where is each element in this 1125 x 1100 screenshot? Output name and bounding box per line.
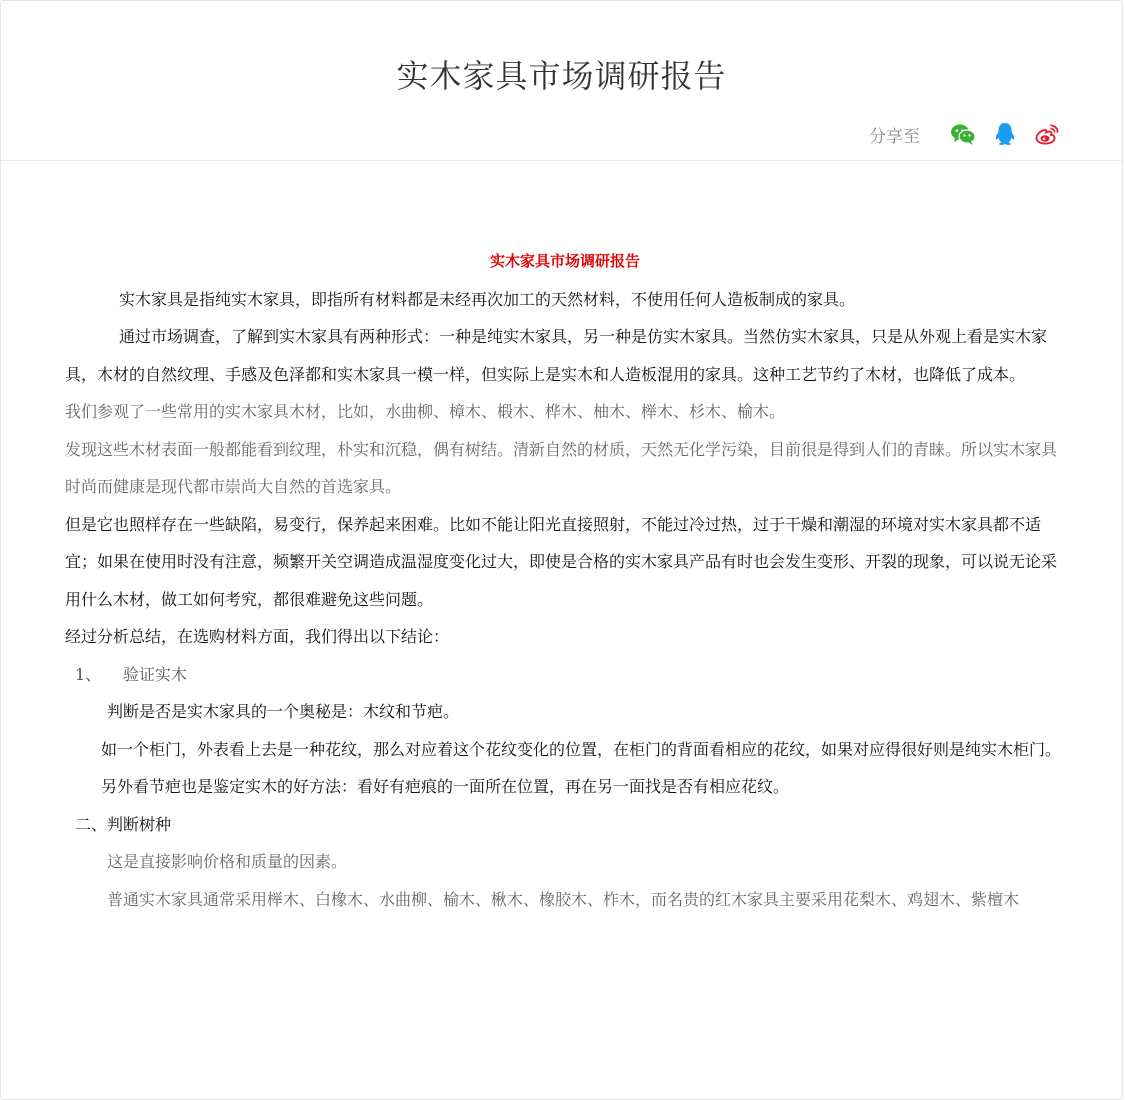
paragraph: 判断是否是实木家具的一个奥秘是：木纹和节疤。 bbox=[107, 702, 460, 721]
share-label: 分享至 bbox=[869, 126, 920, 147]
paragraph: 另外看节疤也是鉴定实木的好方法：看好有疤痕的一面所在位置，再在另一面找是否有相应花纹。 bbox=[101, 777, 790, 796]
paragraph: 这是直接影响价格和质量的因素。 bbox=[107, 852, 348, 871]
paragraph: 实木家具是指纯实木家具，即指所有材料都是未经再次加工的天然材料，不使用任何人造板制成的家具。 bbox=[119, 289, 856, 309]
wechat-icon[interactable] bbox=[950, 121, 976, 147]
paragraph: 如一个柜门，外表看上去是一种花纹，那么对应着这个花纹变化的位置，在柜门的背面看相应的花纹，如果对应得很好则是纯实木柜门。 bbox=[101, 739, 1062, 759]
paragraph: 经过分析总结，在选购材料方面，我们得出以下结论： bbox=[65, 627, 450, 646]
paragraph: 但是它也照样存在一些缺陷，易变行，保养起来困难。比如不能让阳光直接照射，不能过冷过热，过于干燥和潮湿的环境对实木家具都不适宜；如果在使用时没有注意，频繁开关空调造成温湿度变化过大，即使是合格的实木家具产品有时也会发生变形、开裂的现象，可以说无论采用什么木材，做工如何考究，都很难避免这些问题。 bbox=[65, 514, 1058, 609]
section-heading: 二、判断树种 bbox=[75, 814, 172, 834]
article-header bbox=[1, 1, 1122, 161]
paragraph: 通过市场调查，了解到实木家具有两种形式：一种是纯实木家具，另一种是仿实木家具。当然仿实木家具，只是从外观上看是实木家具，木材的自然纹理、手感及色泽都和实木家具一模一样，但实际上是实木和人造板混用的家具。这种工艺节约了木材，也降低了成本。 bbox=[65, 327, 1048, 384]
paragraph: 我们参观了一些常用的实木家具木材，比如，水曲柳、樟木、椴木、桦木、柚木、榉木、杉木、榆木。 bbox=[65, 402, 786, 421]
article-content bbox=[65, 243, 1065, 918]
list-item bbox=[65, 656, 1065, 694]
qq-icon[interactable] bbox=[992, 121, 1018, 147]
list-number: 1、 bbox=[75, 664, 102, 684]
weibo-icon[interactable] bbox=[1034, 121, 1060, 147]
paragraph: 发现这些木材表面一般都能看到纹理，朴实和沉稳，偶有树结。清新自然的材质，天然无化学污染，目前很是得到人们的青睐。所以实木家具时尚而健康是现代都市崇尚大自然的首选家具。 bbox=[65, 439, 1058, 496]
list-label: 验证实木 bbox=[123, 664, 188, 684]
share-bar bbox=[869, 121, 1060, 147]
document-title: 实木家具市场调研报告 bbox=[489, 252, 640, 270]
paragraph: 普通实木家具通常采用榉木、白橡木、水曲柳、榆木、楸木、橡胶木、柞木，而名贵的红木家具主要采用花梨木、鸡翅木、紫檀木 bbox=[107, 889, 1020, 909]
page-title: 实木家具市场调研报告 bbox=[396, 57, 727, 95]
